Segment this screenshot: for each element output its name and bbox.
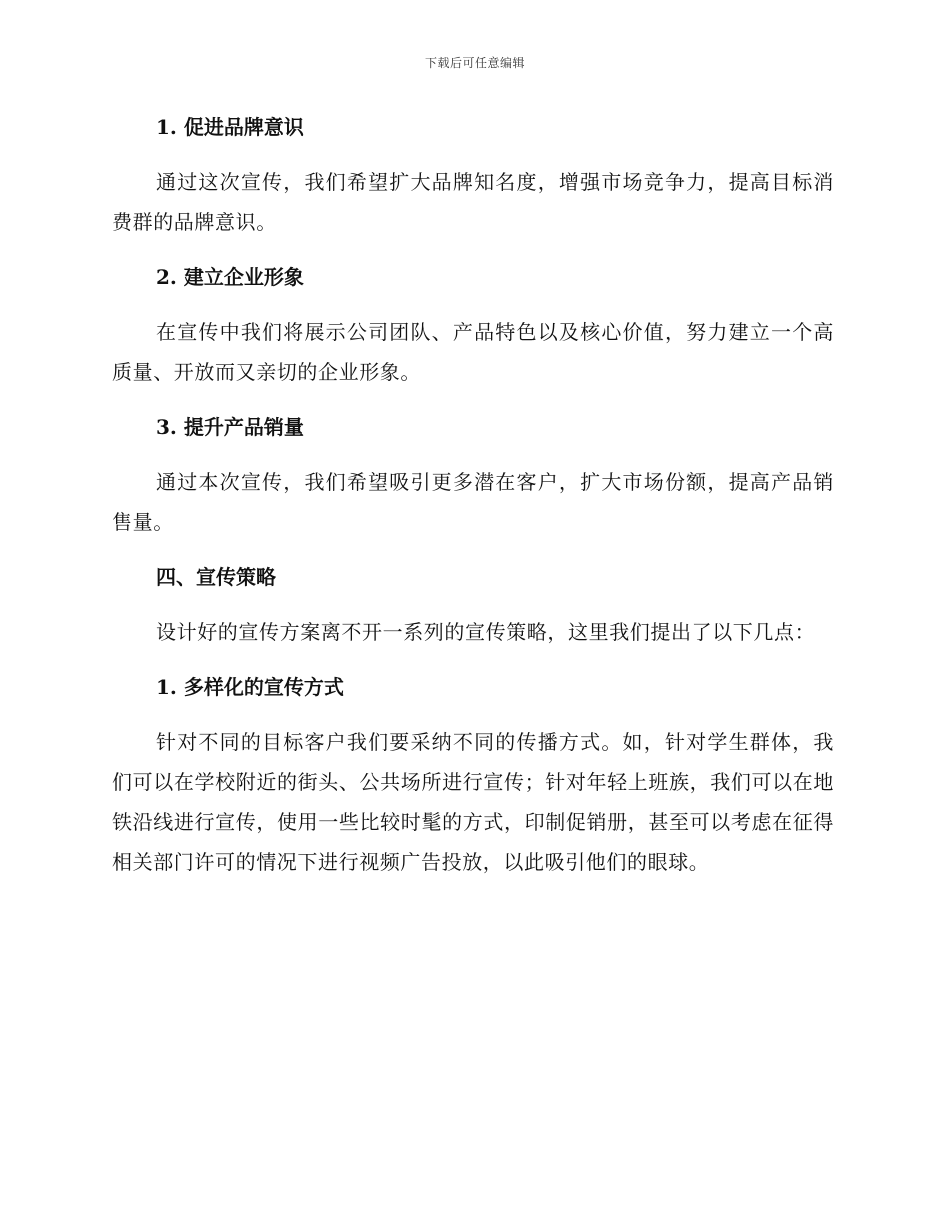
section-paragraph-diverse-methods: 针对不同的目标客户我们要采纳不同的传播方式。如，针对学生群体，我们可以在学校附近的街头、公共场所进行宣传；针对年轻上班族，我们可以在地铁沿线进行宣传，使用一些比较时髦的方式，印制促销册，甚至可以考虑在征得相关部门许可的情况下进行视频广告投放，以此吸引他们的眼球。 <box>112 730 834 874</box>
section-paragraph-brand-awareness: 通过这次宣传，我们希望扩大品牌知名度，增强市场竞争力，提高目标消费群的品牌意识。 <box>112 170 834 234</box>
section-paragraph-strategy: 设计好的宣传方案离不开一系列的宣传策略，这里我们提出了以下几点： <box>156 620 816 644</box>
section-heading-diverse-methods: 1. 多样化的宣传方式 <box>156 675 344 699</box>
section-paragraph-corporate-image: 在宣传中我们将展示公司团队、产品特色以及核心价值，努力建立一个高质量、开放而又亲切的企业形象。 <box>112 320 834 384</box>
section-heading-sales: 3. 提升产品销量 <box>156 415 304 439</box>
section-heading-brand-awareness: 1. 促进品牌意识 <box>156 115 304 139</box>
section-heading-strategy: 四、宣传策略 <box>156 565 276 589</box>
section-paragraph-sales: 通过本次宣传，我们希望吸引更多潜在客户，扩大市场份额，提高产品销售量。 <box>112 470 834 534</box>
page-header: 下载后可任意编辑 <box>424 56 525 70</box>
document-body <box>112 108 834 882</box>
section-heading-corporate-image: 2. 建立企业形象 <box>156 265 304 289</box>
